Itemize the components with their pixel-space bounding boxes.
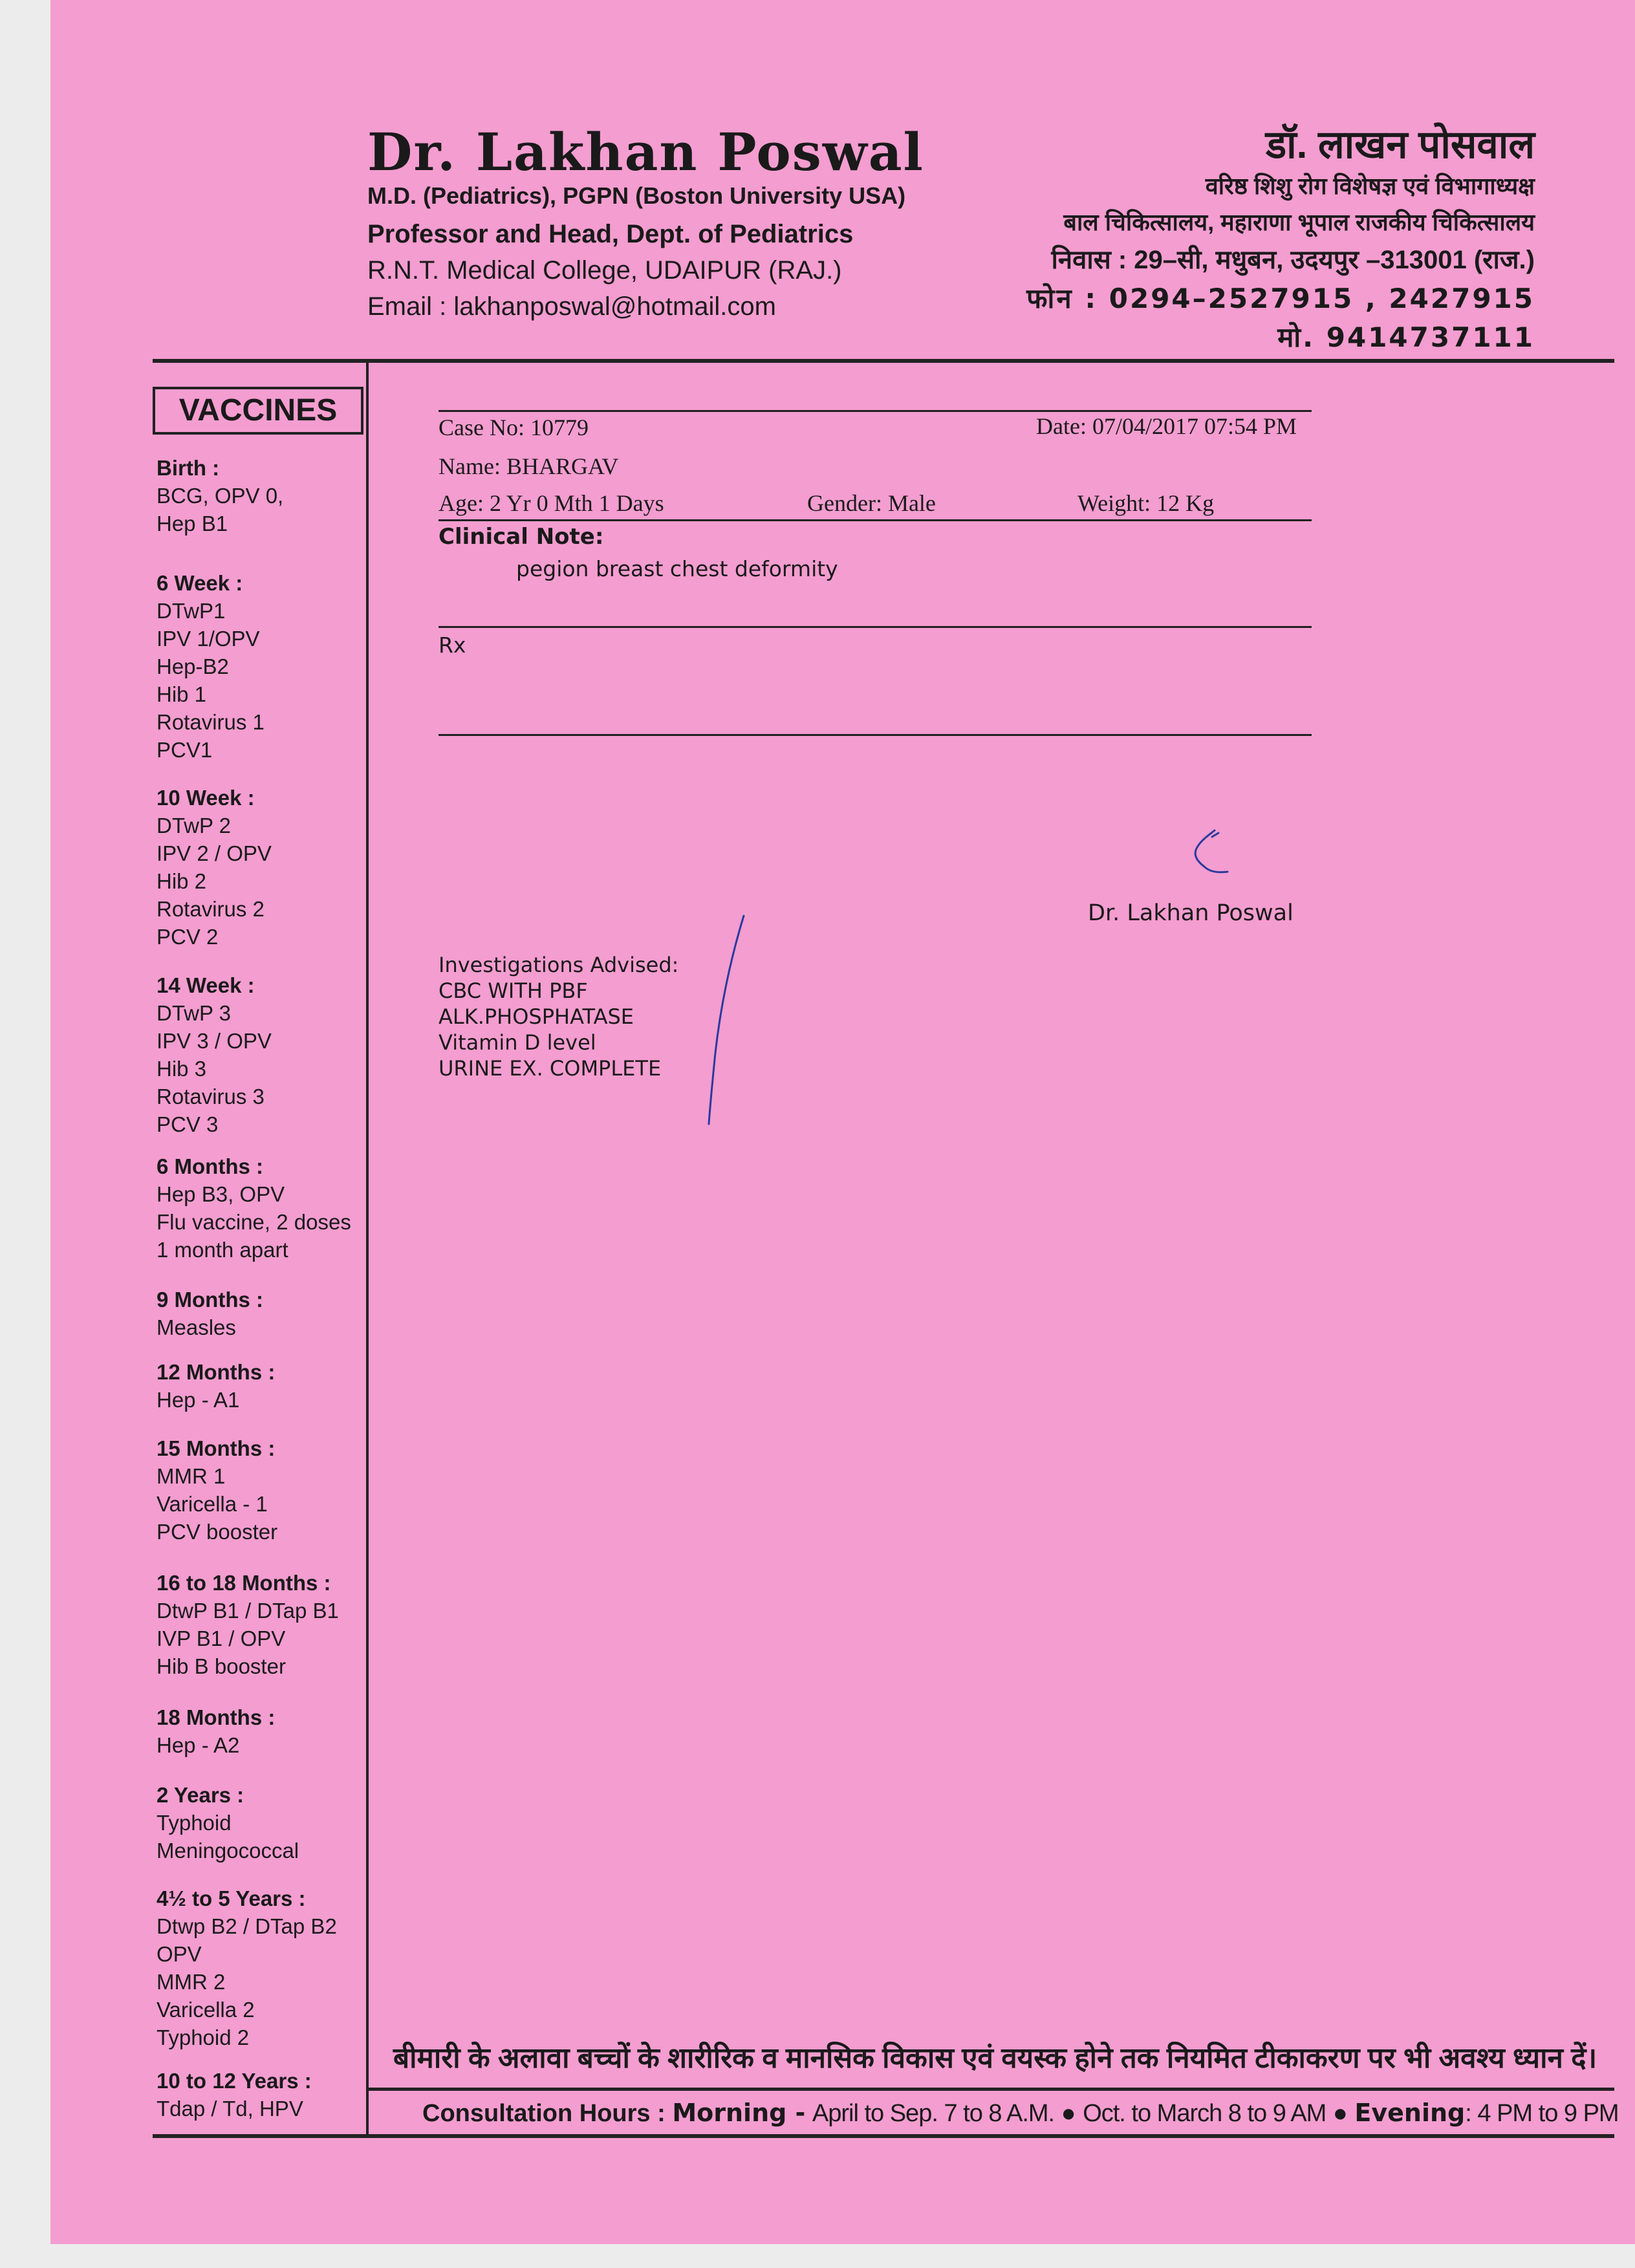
investigation-item: URINE EX. COMPLETE [439, 1056, 662, 1081]
vaccine-item: DTwP1 [157, 599, 226, 623]
vaccine-item: DTwP 2 [157, 814, 231, 837]
vaccine-item: IVP B1 / OPV [157, 1626, 286, 1650]
evening-label: Evening [1354, 2099, 1466, 2127]
vaccine-item: Hib B booster [157, 1654, 286, 1678]
patient-info-rule [439, 519, 1312, 521]
vaccine-item: Typhoid 2 [157, 2025, 250, 2049]
patient-gender: Gender: Male [807, 490, 936, 516]
doctor-position: Professor and Head, Dept. of Pediatrics [367, 220, 854, 248]
investigations-label: Investigations Advised: [439, 953, 679, 977]
mobile-hi: मो. 9414737111 [1277, 321, 1535, 353]
header-divider [153, 359, 1614, 363]
consultation-hours [422, 2099, 1619, 2128]
clinical-note-label: Clinical Note: [439, 524, 604, 550]
vaccine-group [157, 454, 283, 537]
vaccine-item: PCV 2 [157, 925, 219, 949]
morning-label: Morning - [672, 2099, 806, 2127]
patient-weight: Weight: 12 Kg [1077, 490, 1215, 516]
prescription-sheet [50, 0, 1635, 2244]
address-hi: निवास : 29–सी, मधुबन, उदयपुर –313001 (राज.) [1051, 246, 1535, 274]
rx-rule [439, 734, 1312, 736]
bullet-icon: ● [1061, 2100, 1076, 2127]
vaccine-item: MMR 1 [157, 1464, 226, 1488]
vaccine-age-heading: 10 to 12 Years : [157, 2069, 312, 2093]
vaccine-group [157, 1358, 275, 1414]
rx-top-rule [439, 410, 1312, 412]
vaccine-group [157, 971, 272, 1138]
vaccine-age-heading: 16 to 18 Months : [157, 1571, 331, 1595]
investigation-item: ALK.PHOSPHATASE [439, 1004, 634, 1029]
vaccine-age-heading: 14 Week : [157, 973, 255, 997]
vaccines-title: VACCINES [153, 387, 363, 435]
vaccine-item: IPV 1/OPV [157, 627, 260, 651]
vaccine-item: Hep B1 [157, 512, 228, 535]
vaccine-item: Rotavirus 2 [157, 897, 265, 921]
vaccine-item: OPV [157, 1942, 202, 1966]
evening-detail: : 4 PM to 9 PM [1465, 2100, 1619, 2127]
vaccine-item: IPV 2 / OPV [157, 841, 272, 865]
vaccine-group [157, 1703, 275, 1759]
patient-name: Name: BHARGAV [439, 453, 619, 479]
investigations-list [439, 978, 661, 1081]
vaccine-age-heading: 9 Months : [157, 1288, 263, 1312]
vaccine-item: PCV booster [157, 1520, 278, 1544]
vaccine-item: Flu vaccine, 2 doses [157, 1210, 351, 1234]
designation-hi: वरिष्ठ शिशु रोग विशेषज्ञ एवं विभागाध्यक्ष [1205, 173, 1535, 199]
clinical-note-rule [439, 626, 1312, 628]
vaccine-age-heading: 4½ to 5 Years : [157, 1886, 306, 1910]
vaccine-group [157, 1569, 339, 1680]
vaccine-age-heading: 10 Week : [157, 786, 255, 810]
vaccine-item: Typhoid [157, 1811, 232, 1835]
vaccine-group [157, 1434, 277, 1546]
vaccine-group [157, 2067, 312, 2122]
footer-bottom-line [153, 2134, 1614, 2138]
signature-name: Dr. Lakhan Poswal [1088, 900, 1294, 926]
vaccine-item: BCG, OPV 0, [157, 484, 284, 508]
vaccine-item: Hep-B2 [157, 654, 229, 678]
visit-date: Date: 07/04/2017 07:54 PM [1036, 413, 1297, 439]
vaccine-age-heading: 15 Months : [157, 1436, 276, 1460]
vaccine-item: DTwP 3 [157, 1001, 231, 1025]
hospital-hi: बाल चिकित्सालय, महाराणा भूपाल राजकीय चिकित्सालय [1063, 209, 1535, 235]
vaccine-item: Hib 3 [157, 1057, 207, 1081]
doctor-name-hi: डॉ. लाखन पोसवाल [1265, 123, 1535, 166]
hours-label: Consultation Hours : [422, 2100, 666, 2127]
vaccine-item: IPV 3 / OPV [157, 1029, 272, 1053]
vaccine-item: Hib 1 [157, 682, 207, 706]
vaccine-group [157, 1781, 299, 1864]
vaccine-item: PCV1 [157, 738, 213, 762]
doctor-email: Email : lakhanposwal@hotmail.com [367, 292, 776, 321]
doctor-name-en: Dr. Lakhan Poswal [367, 122, 924, 182]
vaccine-item: Rotavirus 3 [157, 1085, 265, 1108]
vaccine-age-heading: 6 Months : [157, 1154, 263, 1178]
health-advice-hi: बीमारी के अलावा बच्चों के शारीरिक व मानसिक विकास एवं वयस्क होने तक नियमित टीकाकरण पर भी अवश्य ध्यान दें। [393, 2042, 1597, 2074]
footer-top-line [369, 2088, 1614, 2091]
vaccine-group [157, 784, 272, 951]
vaccine-item: PCV 3 [157, 1112, 219, 1136]
winter-detail: Oct. to March 8 to 9 AM [1083, 2100, 1326, 2127]
vaccine-group [157, 569, 265, 764]
vaccine-group [157, 1286, 263, 1341]
vaccine-age-heading: 2 Years : [157, 1783, 244, 1807]
bullet-icon: ● [1332, 2100, 1348, 2127]
pen-stroke-mark [697, 911, 755, 1130]
vaccine-item: Hib 2 [157, 869, 207, 893]
vaccine-item: Measles [157, 1315, 236, 1339]
vaccine-group [157, 1885, 337, 2051]
handwritten-signature [1175, 826, 1239, 911]
vaccine-item: Varicella - 1 [157, 1492, 268, 1516]
doctor-college: R.N.T. Medical College, UDAIPUR (RAJ.) [367, 256, 842, 285]
vaccine-age-heading: Birth : [157, 456, 220, 480]
investigation-item: Vitamin D level [439, 1030, 596, 1055]
case-number: Case No: 10779 [439, 415, 589, 440]
vaccine-item: Dtwp B2 / DTap B2 [157, 1914, 337, 1938]
vaccine-age-heading: 12 Months : [157, 1360, 276, 1384]
vaccine-age-heading: 6 Week : [157, 571, 243, 595]
clinical-note-text: pegion breast chest deformity [516, 556, 838, 581]
investigation-item: CBC WITH PBF [439, 978, 588, 1003]
vaccine-item: DtwP B1 / DTap B1 [157, 1599, 339, 1623]
vaccine-item: Meningococcal [157, 1839, 299, 1863]
vaccine-item: Tdap / Td, HPV [157, 2097, 303, 2121]
vaccine-item: Varicella 2 [157, 1998, 255, 2022]
patient-age: Age: 2 Yr 0 Mth 1 Days [439, 490, 664, 516]
vaccine-group [157, 1152, 351, 1264]
rx-label: Rx [439, 632, 466, 658]
vaccine-item: Hep - A2 [157, 1733, 240, 1757]
vaccine-item: Hep - A1 [157, 1388, 240, 1412]
vaccine-item: 1 month apart [157, 1238, 288, 1262]
phone-hi: फोन : 0294–2527915 , 2427915 [1026, 283, 1535, 314]
morning-detail: April to Sep. 7 to 8 A.M. [812, 2100, 1055, 2127]
doctor-qualification: M.D. (Pediatrics), PGPN (Boston University USA) [367, 182, 906, 209]
vaccine-age-heading: 18 Months : [157, 1705, 276, 1729]
sidebar-divider [366, 363, 369, 2135]
vaccine-item: Rotavirus 1 [157, 710, 265, 734]
vaccine-item: MMR 2 [157, 1970, 226, 1994]
vaccine-item: Hep B3, OPV [157, 1182, 285, 1206]
